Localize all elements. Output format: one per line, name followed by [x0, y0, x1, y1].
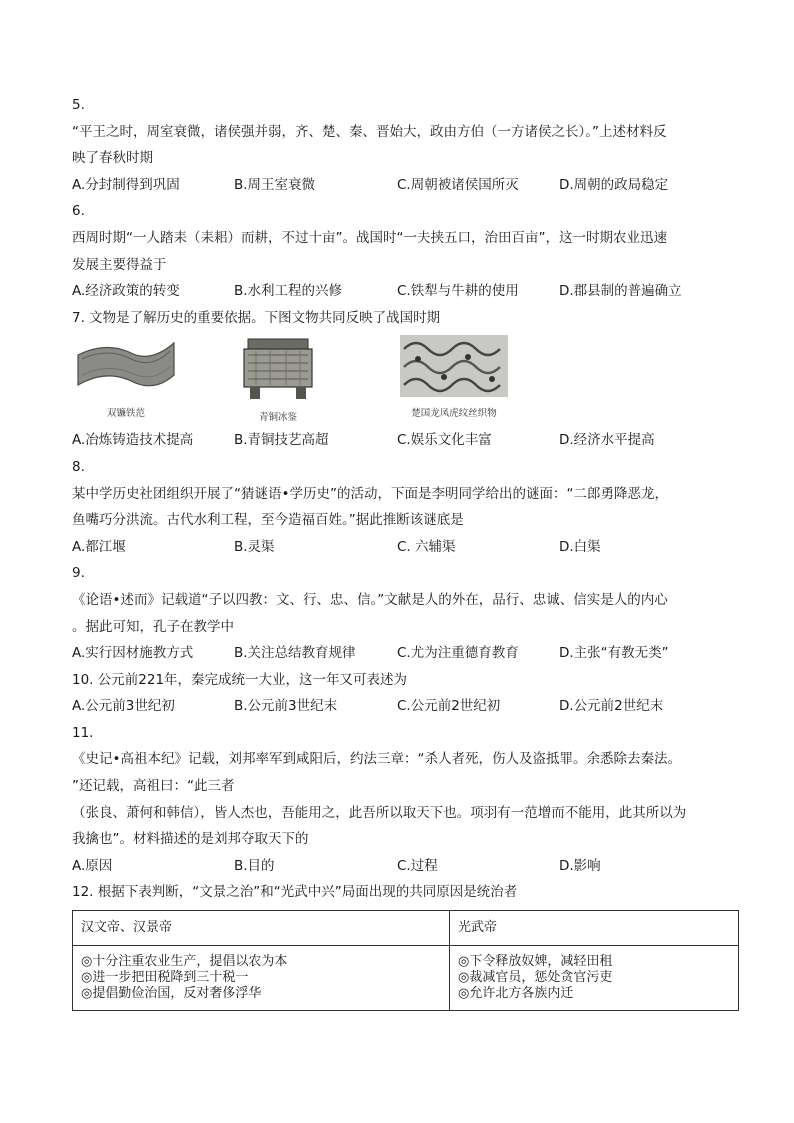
q10-options — [72, 693, 732, 720]
q5-options — [72, 172, 732, 199]
q10-stem: 10. 公元前221年，秦完成统一大业，这一年又可表述为 — [72, 671, 408, 688]
q10-option-b[interactable]: B.公元前3世纪末 — [234, 698, 338, 715]
q11-stem-line2: ”还记载，高祖曰：“此三者 — [72, 778, 235, 795]
guangwu-policy-1: ◎下令释放奴婢，减轻田租 — [458, 954, 613, 969]
q7-option-a[interactable]: A.冶炼铸造技术提高 — [72, 432, 194, 449]
q11-stem-line4: 我擒也”。材料描述的是刘邦夺取天下的 — [72, 831, 309, 848]
bronze-ice-box-image — [238, 335, 318, 401]
q8-number: 8. — [72, 458, 85, 475]
q10-option-d[interactable]: D.公元前2世纪末 — [559, 698, 664, 715]
table-header-row — [73, 911, 739, 946]
iron-mold-image — [76, 335, 176, 397]
caption-iron-mold: 双镰铁范 — [106, 408, 145, 420]
wen-jing-policy-3: ◎提倡勤俭治国，反对奢侈浮华 — [81, 986, 262, 1001]
q8-option-d[interactable]: D.白渠 — [559, 538, 601, 555]
q5-option-b[interactable]: B.周王室衰微 — [234, 176, 316, 193]
q11-options — [72, 853, 732, 880]
q9-option-b[interactable]: B.关注总结教育规律 — [234, 645, 356, 662]
q6-option-a[interactable]: A.经济政策的转变 — [72, 283, 180, 300]
q6-stem-line2: 发展主要得益于 — [72, 256, 167, 273]
q5-option-d[interactable]: D.周朝的政局稳定 — [559, 176, 669, 193]
relic-bronze-ice-box — [230, 335, 326, 423]
q6-options — [72, 278, 732, 305]
q9-stem-line2: 。据此可知，孔子在教学中 — [72, 618, 234, 635]
question-sheet — [72, 92, 732, 906]
q8-stem-line2: 鱼嘴巧分洪流。古代水利工程，至今造福百姓。”据此推断该谜底是 — [72, 512, 464, 529]
guangwu-policy-3: ◎允许北方各族内迁 — [458, 986, 574, 1001]
wen-jing-policy-1: ◎十分注重农业生产，提倡以农为本 — [81, 954, 288, 969]
q6-option-b[interactable]: B.水利工程的兴修 — [234, 283, 343, 300]
relic-silk-fabric — [398, 335, 510, 419]
q8-option-b[interactable]: B.灵渠 — [234, 538, 275, 555]
caption-bronze-ice-box: 青铜冰鉴 — [258, 412, 297, 424]
q8-stem-line1: 某中学历史社团组织开展了“猜谜语•学历史”的活动，下面是李明同学给出的谜面：“二郎勇降恶龙， — [72, 485, 668, 502]
q7-option-c[interactable]: C.娱乐文化丰富 — [397, 432, 492, 449]
caption-silk-fabric: 楚国龙凤虎纹丝织物 — [411, 408, 497, 420]
q11-number: 11. — [72, 724, 94, 741]
q5-number: 5. — [72, 97, 85, 113]
q12-stem: 12. 根据下表判断，“文景之治”和“光武中兴”局面出现的共同原因是统治者 — [72, 884, 518, 901]
q11-option-d[interactable]: D.影响 — [559, 857, 601, 874]
q5-stem-line1: “平王之时，周室衰微，诸侯强并弱，齐、楚、秦、晋始大，政由方伯（一方诸侯之长）。”上述材料反 — [72, 123, 667, 140]
q7-stem: 7. 文物是了解历史的重要依据。下图文物共同反映了战国时期 — [72, 309, 441, 326]
wen-jing-policy-2: ◎进一步把田税降到三十税一 — [81, 970, 249, 985]
q10-option-a[interactable]: A.公元前3世纪初 — [72, 698, 175, 715]
q11-option-c[interactable]: C.过程 — [397, 857, 438, 874]
relic-iron-mold — [76, 335, 176, 419]
table-head-guangwu: 光武帝 — [450, 911, 739, 946]
q8-options — [72, 534, 732, 561]
q9-option-a[interactable]: A.实行因材施教方式 — [72, 645, 194, 662]
table-body-row — [73, 946, 739, 1011]
q7-relic-images — [72, 331, 732, 427]
q9-option-c[interactable]: C.尤为注重德育教育 — [397, 645, 519, 662]
q6-number: 6. — [72, 203, 85, 220]
q11-option-a[interactable]: A.原因 — [72, 857, 113, 874]
q9-option-d[interactable]: D.主张“有教无类” — [559, 645, 669, 662]
q12-comparison-table — [72, 910, 739, 1011]
q10-option-c[interactable]: C.公元前2世纪初 — [397, 698, 501, 715]
table-cell-guangwu-policies — [450, 946, 739, 1011]
q5-option-c[interactable]: C.周朝被诸侯国所灭 — [397, 176, 519, 193]
q11-stem-line3: （张良、萧何和韩信），皆人杰也，吾能用之，此吾所以取天下也。项羽有一范增而不能用，此其所以为 — [72, 804, 687, 821]
q6-option-d[interactable]: D.郡县制的普遍确立 — [559, 283, 682, 300]
q11-option-b[interactable]: B.目的 — [234, 857, 275, 874]
q6-option-c[interactable]: C.铁犁与牛耕的使用 — [397, 283, 519, 300]
q11-stem-line1: 《史记•高祖本纪》记载，刘邦率军到咸阳后，约法三章：“杀人者死，伤人及盗抵罪。余悉除去秦法。 — [72, 751, 681, 768]
q8-option-a[interactable]: A.都江堰 — [72, 538, 126, 555]
table-head-wen-jing: 汉文帝、汉景帝 — [73, 911, 450, 946]
q9-number: 9. — [72, 565, 85, 582]
guangwu-policy-2: ◎裁减官员，惩处贪官污吏 — [458, 970, 613, 985]
table-cell-wen-jing-policies — [73, 946, 450, 1011]
silk-fabric-image — [400, 335, 508, 397]
q8-option-c[interactable]: C. 六辅渠 — [397, 538, 456, 555]
q9-stem-line1: 《论语•述而》记载道“子以四教：文、行、忠、信。”文献是人的外在，品行、忠诚、信实是人的内心 — [72, 591, 668, 608]
q5-stem-line2: 映了春秋时期 — [72, 150, 153, 167]
q7-options — [72, 427, 732, 454]
q7-option-d[interactable]: D.经济水平提高 — [559, 432, 655, 449]
q9-options — [72, 640, 732, 667]
q6-stem-line1: 西周时期“一人踏耒（耒耜）而耕，不过十亩”。战国时“一夫挟五口，治田百亩”，这一时期农业迅速 — [72, 229, 667, 246]
q7-option-b[interactable]: B.青铜技艺高超 — [234, 432, 329, 449]
q5-option-a[interactable]: A.分封制得到巩固 — [72, 176, 180, 193]
